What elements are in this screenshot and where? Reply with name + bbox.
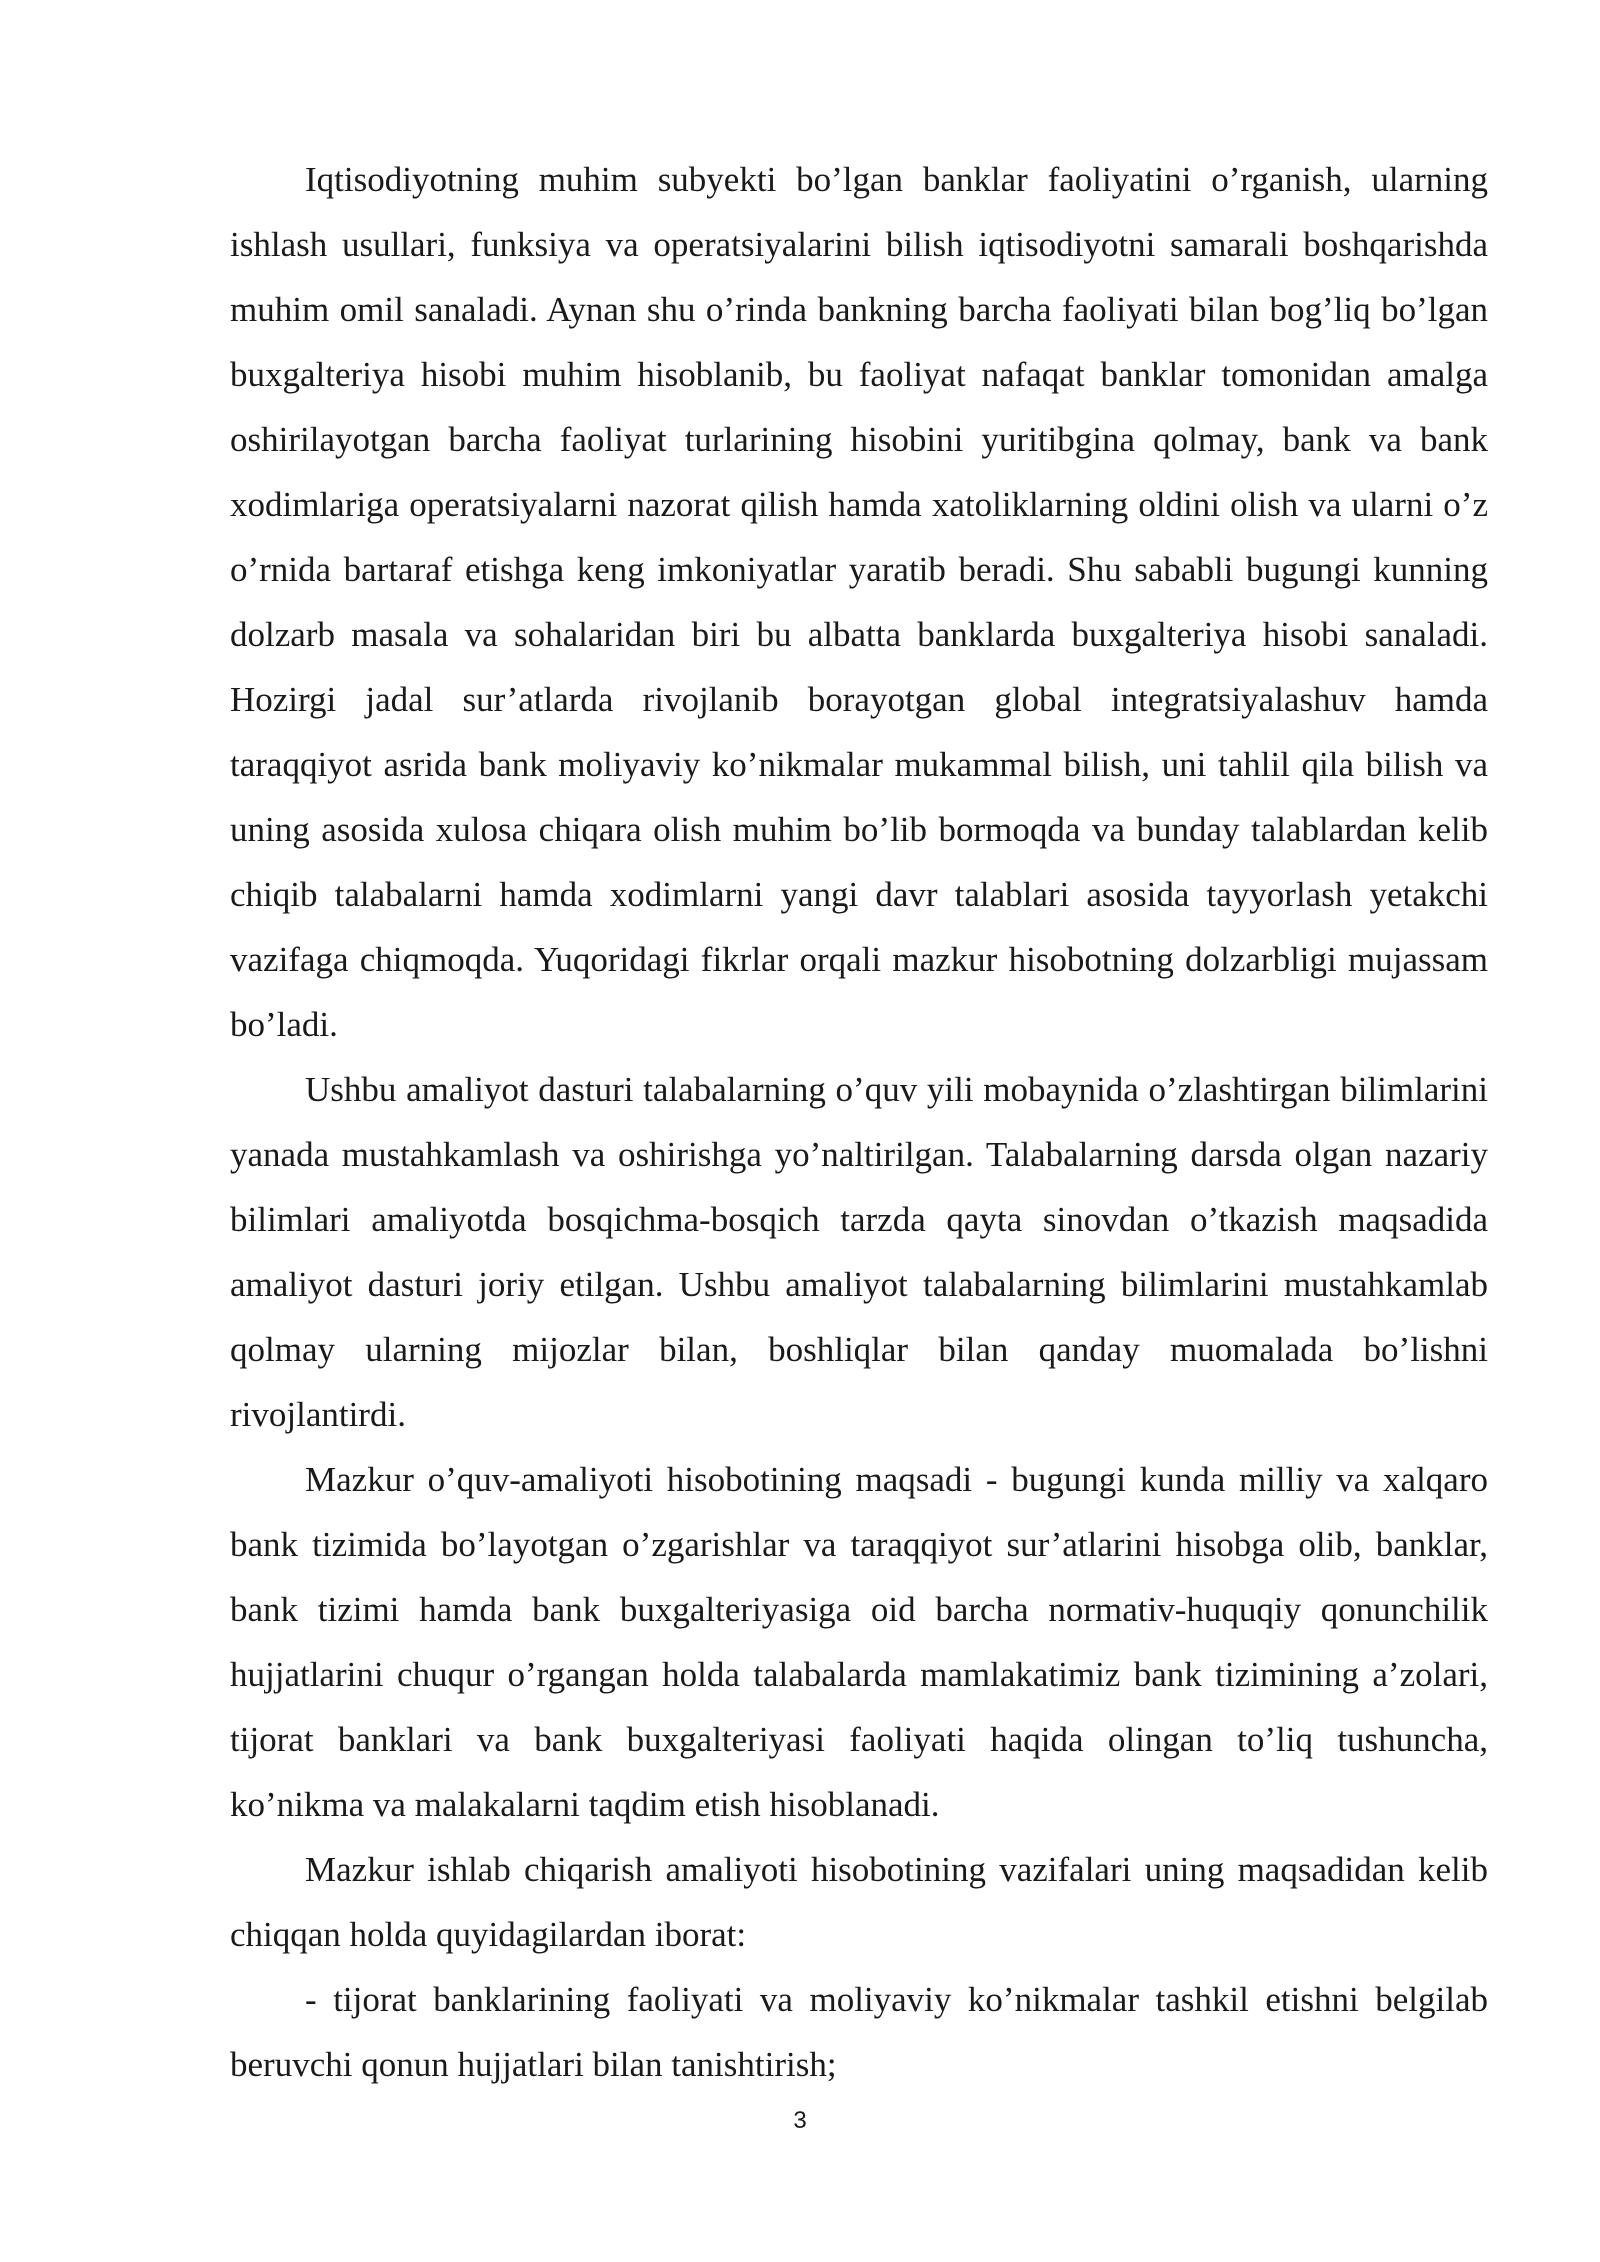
list-item-task: - tijorat banklarining faoliyati va moliyaviy ko’nikmalar tashkil etishni belgilab beruvchi qonun hujjatlari bilan tanishtirish; bbox=[230, 1980, 1488, 2084]
paragraph-report-purpose: Mazkur o’quv-amaliyoti hisobotining maqsadi - bugungi kunda milliy va xalqaro bank tizimida bo’layotgan o’zgarishlar va taraqqiyot sur’atlarini hisobga olib, banklar, bank tizimi hamda bank buxgalteriyasiga oid barcha normativ-huquqiy qonunchilik hujjatlarini chuqur o’rgangan holda talabalarda mamlakatimiz bank tizimining a’zolari, tijorat banklari va bank buxgalteriyasi faoliyati haqida olingan to’liq tushuncha, ko’nikma va malakalarni taqdim etish hisoblanadi. bbox=[230, 1460, 1488, 1824]
body-text bbox=[230, 147, 1488, 2097]
paragraph-report-tasks: Mazkur ishlab chiqarish amaliyoti hisobotining vazifalari uning maqsadidan kelib chiqqan holda quyidagilardan iborat: bbox=[230, 1850, 1488, 1954]
page-number: 3 bbox=[793, 2107, 807, 2134]
paragraph-practice-program: Ushbu amaliyot dasturi talabalarning o’quv yili mobaynida o’zlashtirgan bilimlarini yanada mustahkamlash va oshirishga yo’naltirilgan. Talabalarning darsda olgan nazariy bilimlari amaliyotda bosqichma-bosqich tarzda qayta sinovdan o’tkazish maqsadida amaliyot dasturi joriy etilgan. Ushbu amaliyot talabalarning bilimlarini mustahkamlab qolmay ularning mijozlar bilan, boshliqlar bilan qanday muomalada bo’lishni rivojlantirdi. bbox=[230, 1070, 1488, 1434]
paragraph-introduction: Iqtisodiyotning muhim subyekti bo’lgan banklar faoliyatini o’rganish, ularning ishlash usullari, funksiya va operatsiyalarini bilish iqtisodiyotni samarali boshqarishda muhim omil sanaladi. Aynan shu o’rinda bankning barcha faoliyati bilan bog’liq bo’lgan buxgalteriya hisobi muhim hisoblanib, bu faoliyat nafaqat banklar tomonidan amalga oshirilayotgan barcha faoliyat turlarining hisobini yuritibgina qolmay, bank va bank xodimlariga operatsiyalarni nazorat qilish hamda xatoliklarning oldini olish va ularni o’z o’rnida bartaraf etishga keng imkoniyatlar yaratib beradi. Shu sababli bugungi kunning dolzarb masala va sohalaridan biri bu albatta banklarda buxgalteriya hisobi sanaladi. Hozirgi jadal sur’atlarda rivojlanib borayotgan global integratsiyalashuv hamda taraqqiyot asrida bank moliyaviy ko’nikmalar mukammal bilish, uni tahlil qila bilish va uning asosida xulosa chiqara olish muhim bo’lib bormoqda va bunday talablardan kelib chiqib talabalarni hamda xodimlarni yangi davr talablari asosida tayyorlash yetakchi vazifaga chiqmoqda. Yuqoridagi fikrlar orqali mazkur hisobotning dolzarbligi mujassam bo’ladi. bbox=[230, 160, 1488, 1044]
